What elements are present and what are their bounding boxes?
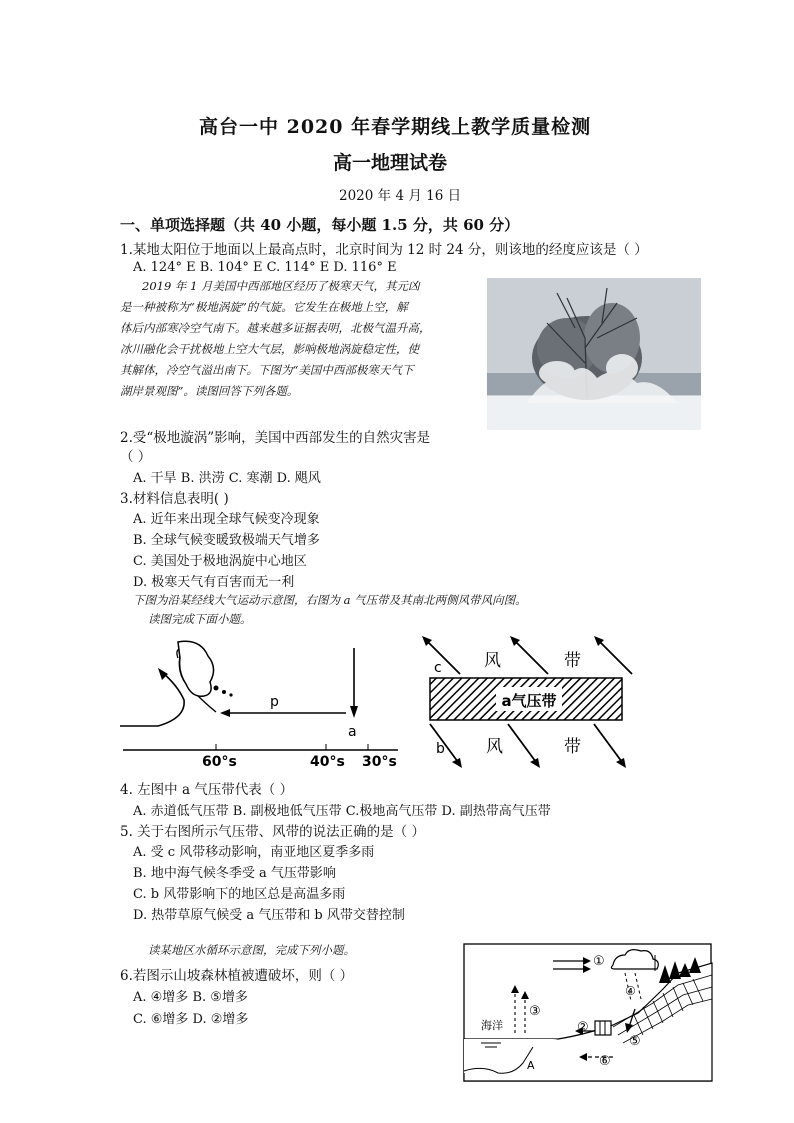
latitude-60s: 60°s (202, 754, 237, 770)
label-2: ② (577, 1020, 589, 1035)
question-5-option-d: D. 热带草原气候受 a 气压带和 b 风带交替控制 (133, 908, 405, 923)
label-4: ④ (625, 984, 636, 998)
question-5-option-c: C. b 风带影响下的地区总是高温多雨 (133, 887, 346, 902)
question-3-stem: 3.材料信息表明( ) (120, 491, 229, 507)
passage-line: 冰川融化会干扰极地上空大气层，影响极地涡旋稳定性，使 (120, 342, 419, 356)
question-3-option-b: B. 全球气候变暖致极端天气增多 (133, 533, 320, 548)
label-1: ① (593, 954, 605, 969)
pressure-belt-label: a气压带 (501, 692, 557, 710)
label-c: c (434, 660, 442, 676)
atmospheric-circulation-figure (118, 638, 403, 770)
question-5-option-a: A. 受 c 风带移动影响，南亚地区夏季多雨 (133, 845, 375, 860)
label-ocean: 海洋 (481, 1019, 503, 1032)
label-6: ⑥ (599, 1054, 611, 1069)
pressure-wind-belt-figure (418, 636, 658, 768)
label-b: b (436, 741, 445, 757)
label-p: p (270, 694, 279, 710)
question-3-option-d: D. 极寒天气有百害而无一利 (133, 575, 295, 590)
latitude-40s: 40°s (310, 754, 345, 770)
label-a: a (348, 724, 357, 740)
exam-title: 高台一中 2020 年春学期线上教学质量检测 (199, 116, 592, 138)
question-5-option-b: B. 地中海气候冬季受 a 气压带影响 (133, 866, 336, 881)
label-3: ③ (529, 1004, 541, 1019)
passage-polar-vortex (120, 276, 480, 402)
passage-figure-intro: 下图为沿某经线大气运动示意图，右图为 a 气压带及其南北两侧风带风向图。 (133, 593, 527, 607)
label-wind-top: 风 (484, 651, 501, 671)
exam-subtitle: 高一地理试卷 (333, 152, 448, 174)
building-icon (595, 1021, 611, 1035)
label-belt-top: 带 (564, 651, 581, 671)
question-6-options-cd: C. ⑥增多 D. ②增多 (133, 1012, 249, 1027)
question-6-options-ab: A. ④增多 B. ⑤增多 (133, 990, 248, 1005)
question-5-stem: 5. 关于右图所示气压带、风带的说法正确的是（ ） (120, 824, 425, 840)
frozen-lakeshore-photo (487, 278, 701, 430)
exam-date: 2020 年 4 月 16 日 (339, 188, 462, 204)
passage-water-cycle: 读某地区水循环示意图，完成下列小题。 (148, 943, 355, 957)
water-cycle-figure (463, 943, 713, 1083)
question-2-options: A. 干旱 B. 洪涝 C. 寒潮 D. 飓风 (133, 471, 321, 486)
passage-line: 2019 年 1 月美国中西部地区经历了极寒天气，其元凶 (142, 279, 420, 293)
passage-figure-instruction: 读图完成下面小题。 (148, 612, 252, 626)
question-4-options: A. 赤道低气压带 B. 副极地低气压带 C.极地高气压带 D. 副热带高气压带 (133, 804, 551, 819)
question-1-stem: 1.某地太阳位于地面以上最高点时，北京时间为 12 时 24 分，则该地的经度应该是（ ） (120, 242, 648, 258)
passage-line: 体后内部寒冷空气南下。越来越多证据表明，北极气温升高， (120, 321, 431, 335)
passage-line: 是一种被称为“极地涡旋”的气旋。它发生在极地上空，解 (120, 300, 408, 314)
question-3-option-c: C. 美国处于极地涡旋中心地区 (133, 554, 307, 569)
curved-flow-line (158, 672, 184, 726)
label-5: ⑤ (629, 1034, 641, 1049)
section-heading: 一、单项选择题（共 40 小题，每小题 1.5 分，共 60 分） (120, 216, 520, 234)
label-belt-bottom: 带 (564, 737, 581, 757)
cloud-icon (178, 641, 214, 696)
question-4-stem: 4. 左图中 a 气压带代表（ ） (120, 782, 294, 798)
question-6-stem: 6.若图示山坡森林植被遭破坏，则（ ） (120, 968, 354, 984)
question-2-paren: （ ） (120, 449, 152, 465)
latitude-30s: 30°s (362, 754, 397, 770)
question-1-options: A. 124° E B. 104° E C. 114° E D. 116° E (133, 260, 397, 275)
label-wind-bottom: 风 (486, 737, 503, 757)
question-2-stem: 2.受“极地漩涡”影响，美国中西部发生的自然灾害是 (120, 430, 431, 446)
label-A: A (527, 1059, 535, 1072)
question-3-option-a: A. 近年来出现全球气候变冷现象 (133, 512, 320, 527)
passage-line: 其解体，冷空气溢出南下。下图为“美国中西部极寒天气下 (120, 363, 414, 377)
passage-line: 湖岸景观图”。读图回答下列各题。 (120, 384, 299, 398)
